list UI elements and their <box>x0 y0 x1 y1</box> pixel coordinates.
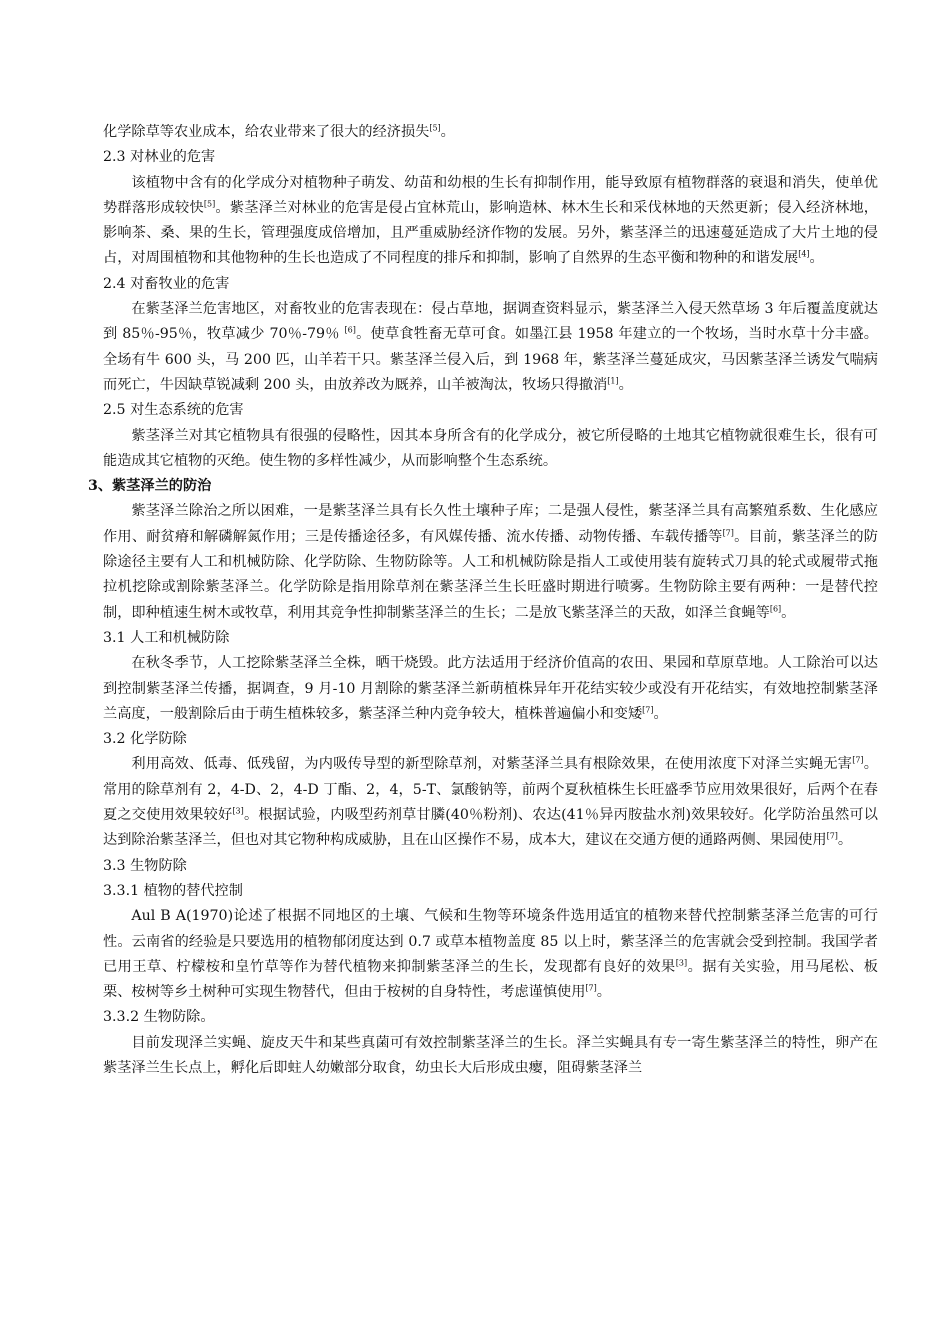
subsection-heading: 2.4 对畜牧业的危害 <box>103 275 230 292</box>
paragraph-text: 。据有关实验，用马尾松、板栗、桉树等乡土树种可实现生物替代，但由于桉树的自身特性，考虑谨慎使用 <box>103 958 878 1001</box>
paragraph-text: 该植物中含有的化学成分对植物种子萌发、幼苗和幼根的生长有抑制作用，能导致原有植物群落的衰退和消失，使单优势群落形成较快 <box>103 174 878 216</box>
citation-ref: [1] <box>607 376 619 386</box>
paragraph <box>103 171 878 272</box>
citation-ref: [6] <box>769 603 782 613</box>
citation-ref: [3] <box>675 958 688 968</box>
paragraph <box>103 904 878 1005</box>
citation-ref: [7] <box>642 705 654 715</box>
paragraph-text: 紫茎泽兰对其它植物具有很强的侵略性，因其本身所含有的化学成分，被它所侵略的土地其它植物就很难生长，很有可能造成其它植物的灭绝。使生物的多样性减少，从而影响整个生态系统。 <box>103 427 878 469</box>
paragraph-text: 。使草食牲畜无草可食。如墨江县 1958 年建立的一个牧场，当时水草十分丰盛。全场有牛 600 头，马 200 匹，山羊若干只。紫茎泽兰侵入后，到 1968 年，紫茎泽兰蔓延成灾，马因紫茎泽兰诱发气喘病而死亡，牛因缺草锐减剩 200 头，由放养改为厩养，山羊被淘汰，牧场只得撤消 <box>103 326 878 393</box>
subsection-heading: 3.3.2 生物防除。 <box>103 1009 215 1026</box>
citation-ref: [6] <box>344 325 356 335</box>
paragraph <box>103 297 878 398</box>
paragraph-text: 。 <box>781 604 796 621</box>
subsection-heading: 2.3 对林业的危害 <box>103 149 216 166</box>
paragraph-text: 。目前，紫茎泽兰的防除途径主要有人工和机械防除、化学防除、生物防除等。人工和机械防除是指人工或使用装有旋转式刀具的轮式或履带式拖拉机挖除或割除紫茎泽兰。化学防除是指用除草剂在紫茎泽兰生长旺盛时期进行喷雾。生物防除主要有两种：一是替代控制，即种植速生树木或牧草，利用其竞争性抑制紫茎泽兰的生长；二是放飞紫茎泽兰的天敌，如泽兰食蝇等 <box>103 528 878 621</box>
paragraph-text: 利用高效、低毒、低残留，为内吸传导型的新型除草剂，对紫茎泽兰具有根除效果，在使用浓度下对泽兰实蝇无害 <box>131 756 853 773</box>
paragraph-text: 。 <box>837 832 853 849</box>
paragraph-text: 。紫茎泽兰对林业的危害是侵占宜林荒山，影响造林、林木生长和采伐林地的天然更新；侵入经济林地，影响茶、桑、果的生长，管理强度成倍增加，且严重威胁经济作物的发展。另外，紫茎泽兰的迅速蔓延造成了大片土地的侵占，对周围植物和其他物种的生长也造成了不同程度的排斥和抑制，影响了自然界的生态平衡和物种的和谐发展 <box>103 199 878 267</box>
paragraph-text: 。 <box>596 984 611 1001</box>
paragraph-text: 紫茎泽兰除治之所以困难，一是紫茎泽兰具有长久性土壤种子库；二是强人侵性，紫茎泽兰具有高繁殖系数、生化感应作用、耐贫瘠和解磷解氮作用；三是传播途径多，有风媒传播、流水传播、动物传播、车载传播等 <box>103 503 878 545</box>
paragraph <box>103 752 878 853</box>
document-page <box>88 120 878 1081</box>
paragraph <box>103 120 878 145</box>
subsection-heading: 3.3 生物防除 <box>103 857 187 874</box>
citation-ref: [4] <box>798 249 810 259</box>
citation-ref: [3] <box>232 806 244 816</box>
subsection-heading: 2.5 对生态系统的危害 <box>103 402 244 419</box>
paragraph-text: 。 <box>440 124 455 140</box>
paragraph <box>103 651 878 727</box>
paragraph-text: 在紫茎泽兰危害地区，对畜牧业的危害表现在：侵占草地，据调查资料显示，紫茎泽兰入侵天然草场 3 年后覆盖度就达到 85％-95％，牧草减少 70％-79％ <box>103 301 878 343</box>
paragraph-text: 在秋冬季节，人工挖除紫茎泽兰全株，晒干烧毁。此方法适用于经济价值高的农田、果园和草原草地。人工除治可以达到控制紫茎泽兰传播，据调查，9 月-10 月割除的紫茎泽兰新萌植株异年开花结实较少或没有开花结实，有效地控制紫茎泽兰高度，一般割除后由于萌生植株较多，紫茎泽兰种内竞争较大，植株普遍偏小和变矮 <box>103 655 878 722</box>
paragraph <box>103 424 878 475</box>
paragraph <box>103 1031 878 1082</box>
paragraph-text: 。 <box>809 250 824 267</box>
section-heading: 3、紫茎泽兰的防治 <box>88 478 212 495</box>
paragraph-text: Aul B A(1970)论述了根据不同地区的土壤、气候和生物等环境条件选用适宜的植物来替代控制紫茎泽兰危害的可行性。云南省的经验是只要选用的植物郁闭度达到 0.7 或草本植物盖度 85 以上时，紫茎泽兰的危害就会受到控制。我国学者已用王草、柠檬桉和皇竹草等作为替代植物来抑制紫茎泽兰的生长，发现都有良好的效果 <box>103 908 878 975</box>
citation-ref: [7] <box>826 831 838 841</box>
subsection-heading: 3.3.1 植物的替代控制 <box>103 882 243 899</box>
citation-ref: [5] <box>203 199 216 209</box>
paragraph-text: 化学除草等农业成本，给农业带来了很大的经济损失 <box>103 124 430 140</box>
citation-ref: [7] <box>722 528 734 538</box>
paragraph <box>103 499 878 625</box>
subsection-heading: 3.1 人工和机械防除 <box>103 629 230 646</box>
paragraph-text: 。根据试验，内吸型药剂草甘膦(40％粉剂)、农达(41％异丙胺盐水剂)效果较好。化学防治虽然可以达到除治紫茎泽兰，但也对其它物种构成威胁，且在山区操作不易，成本大，建议在交通方便的通路两侧、果园使用 <box>103 807 878 849</box>
paragraph-text: 。 <box>653 705 668 722</box>
paragraph-text: 。 <box>618 376 633 393</box>
citation-ref: [7] <box>585 983 597 993</box>
citation-ref: [5] <box>429 123 441 133</box>
subsection-heading: 3.2 化学防除 <box>103 731 187 748</box>
paragraph-text: 。常用的除草剂有 2，4-D、2，4-D 丁酯、2，4，5-T、氯酸钠等，前两个夏秋植株生长旺盛季节应用效果很好，后两个在春夏之交使用效果较好 <box>103 756 878 824</box>
citation-ref: [7] <box>852 755 864 765</box>
paragraph-text: 目前发现泽兰实蝇、旋皮天牛和某些真菌可有效控制紫茎泽兰的生长。泽兰实蝇具有专一寄生紫茎泽兰的特性，卵产在紫茎泽兰生长点上，孵化后即蛀人幼嫩部分取食，幼虫长大后形成虫瘿，阻碍紫茎泽兰 <box>103 1034 878 1076</box>
